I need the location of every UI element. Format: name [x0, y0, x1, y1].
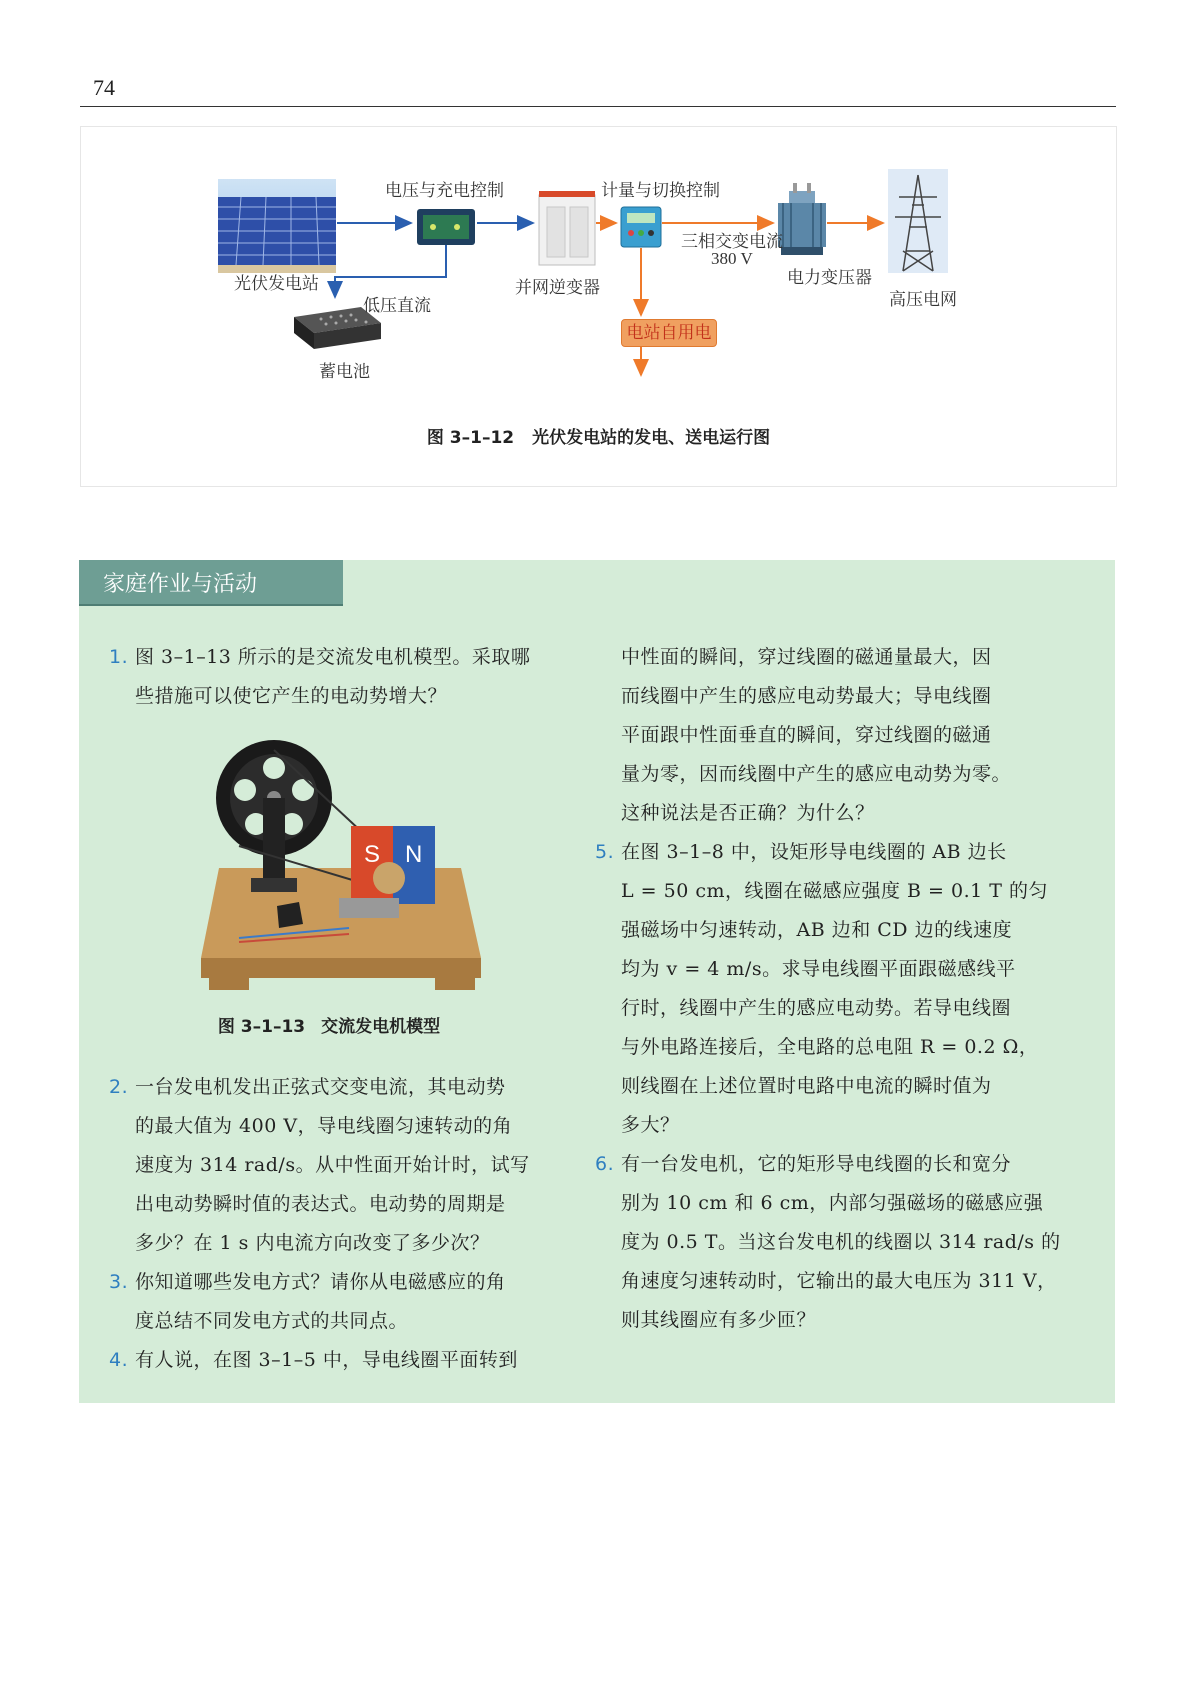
header-rule — [80, 106, 1116, 107]
question-6-line-3: 度为 0.5 T。当这台发电机的线圈以 314 rad/s 的 — [621, 1231, 1061, 1253]
label-transformer: 电力变压器 — [787, 268, 872, 288]
transformer-image — [778, 183, 826, 255]
question-4-cont-5: 这种说法是否正确？为什么？ — [621, 802, 875, 824]
question-3-number: 3. — [109, 1271, 129, 1293]
arrow-controller-to-battery — [335, 245, 446, 297]
question-2-number: 2. — [109, 1076, 129, 1098]
question-5-line-1: 在图 3–1–8 中，设矩形导电线圈的 AB 边长 — [621, 841, 1007, 863]
question-2-line-5: 多少？在 1 s 内电流方向改变了多少次？ — [135, 1232, 490, 1254]
question-5-line-8: 多大？ — [621, 1114, 680, 1136]
label-low-voltage-dc: 低压直流 — [363, 296, 431, 316]
question-1-line-2: 些措施可以使它产生的电动势增大？ — [135, 685, 448, 707]
question-5-line-3: 强磁场中匀速转动，AB 边和 CD 边的线速度 — [621, 919, 1013, 941]
question-5-line-7: 则线圈在上述位置时电路中电流的瞬时值为 — [621, 1075, 992, 1097]
figure-caption-text: 光伏发电站的发电、送电运行图 — [532, 428, 771, 448]
question-6-line-5: 则其线圈应有多少匝？ — [621, 1309, 817, 1331]
question-2-line-3: 速度为 314 rad/s。从中性面开始计时，试写 — [135, 1154, 530, 1176]
question-5 — [595, 833, 1095, 872]
figure-caption-number: 图 3–1–12 — [426, 428, 515, 448]
question-5-line-2: L = 50 cm，线圈在磁感应强度 B = 0.1 T 的匀 — [621, 880, 1048, 902]
charge-controller-image — [417, 209, 475, 245]
activity-title: 家庭作业与活动 — [103, 572, 258, 597]
left-column — [109, 638, 569, 716]
question-5-number: 5. — [595, 841, 615, 863]
question-4-cont-3: 平面跟中性面垂直的瞬间，穿过线圈的磁通 — [621, 724, 992, 746]
svg-text:S: S — [364, 841, 381, 868]
question-5-line-6: 与外电路连接后，全电路的总电阻 R = 0.2 Ω， — [621, 1036, 1039, 1058]
question-6-line-4: 角速度匀速转动时，它输出的最大电压为 311 V， — [621, 1270, 1057, 1292]
label-metering-control: 计量与切换控制 — [601, 181, 720, 201]
question-4-line-1: 有人说，在图 3–1–5 中，导电线圈平面转到 — [135, 1349, 518, 1371]
label-battery: 蓄电池 — [319, 362, 370, 382]
generator-model-photo — [199, 728, 484, 1006]
question-5-line-4: 均为 v = 4 m/s。求导电线圈平面跟磁感线平 — [621, 958, 1016, 980]
question-5-line-5: 行时，线圈中产生的感应电动势。若导电线圈 — [621, 997, 1012, 1019]
question-1 — [109, 638, 569, 677]
transmission-tower-image — [888, 169, 948, 273]
question-4-cont-2: 而线圈中产生的感应电动势最大；导电线圈 — [621, 685, 992, 707]
question-4-cont-4: 量为零，因而线圈中产生的感应电动势为零。 — [621, 763, 1012, 785]
question-4-number: 4. — [109, 1349, 129, 1371]
question-6 — [595, 1145, 1095, 1184]
question-2-line-1: 一台发电机发出正弦式交变电流，其电动势 — [135, 1076, 506, 1098]
figure-caption — [81, 423, 1116, 448]
label-pv-station: 光伏发电站 — [234, 274, 319, 294]
figure-pv-diagram — [80, 126, 1117, 487]
question-3-line-2: 度总结不同发电方式的共同点。 — [135, 1310, 409, 1332]
question-1-number: 1. — [109, 646, 129, 668]
question-2-line-4: 出电动势瞬时值的表达式。电动势的周期是 — [135, 1193, 506, 1215]
generator-photo-caption — [79, 1012, 579, 1037]
label-inverter: 并网逆变器 — [515, 278, 600, 298]
page-number: 74 — [93, 75, 115, 100]
question-1-line-1: 图 3–1–13 所示的是交流发电机模型。采取哪 — [135, 646, 531, 668]
label-380v: 380 V — [711, 249, 753, 268]
activity-section — [79, 560, 1115, 1403]
generator-caption-number: 图 3–1–13 — [217, 1017, 306, 1037]
meter-image — [621, 207, 661, 247]
question-6-line-1: 有一台发电机，它的矩形导电线圈的长和宽分 — [621, 1153, 1012, 1175]
left-column-lower — [109, 1068, 589, 1380]
activity-header — [79, 560, 343, 606]
question-3 — [109, 1263, 589, 1302]
svg-text:N: N — [405, 841, 423, 868]
inverter-image — [539, 191, 595, 265]
question-4 — [109, 1341, 589, 1380]
label-self-use: 电站自用电 — [621, 319, 717, 347]
label-voltage-charge-control: 电压与充电控制 — [385, 181, 504, 201]
solar-panels-image — [218, 179, 336, 273]
label-three-phase: 三相交变电流 — [681, 232, 783, 252]
question-6-line-2: 别为 10 cm 和 6 cm，内部匀强磁场的磁感应强 — [621, 1192, 1044, 1214]
question-2 — [109, 1068, 589, 1107]
question-3-line-1: 你知道哪些发电方式？请你从电磁感应的角 — [135, 1271, 506, 1293]
generator-caption-text: 交流发电机模型 — [321, 1017, 441, 1037]
question-6-number: 6. — [595, 1153, 615, 1175]
label-grid: 高压电网 — [889, 290, 957, 310]
right-column — [595, 638, 1095, 1340]
question-4-cont-1: 中性面的瞬间，穿过线圈的磁通量最大，因 — [621, 646, 992, 668]
question-2-line-2: 的最大值为 400 V，导电线圈匀速转动的角 — [135, 1115, 513, 1137]
